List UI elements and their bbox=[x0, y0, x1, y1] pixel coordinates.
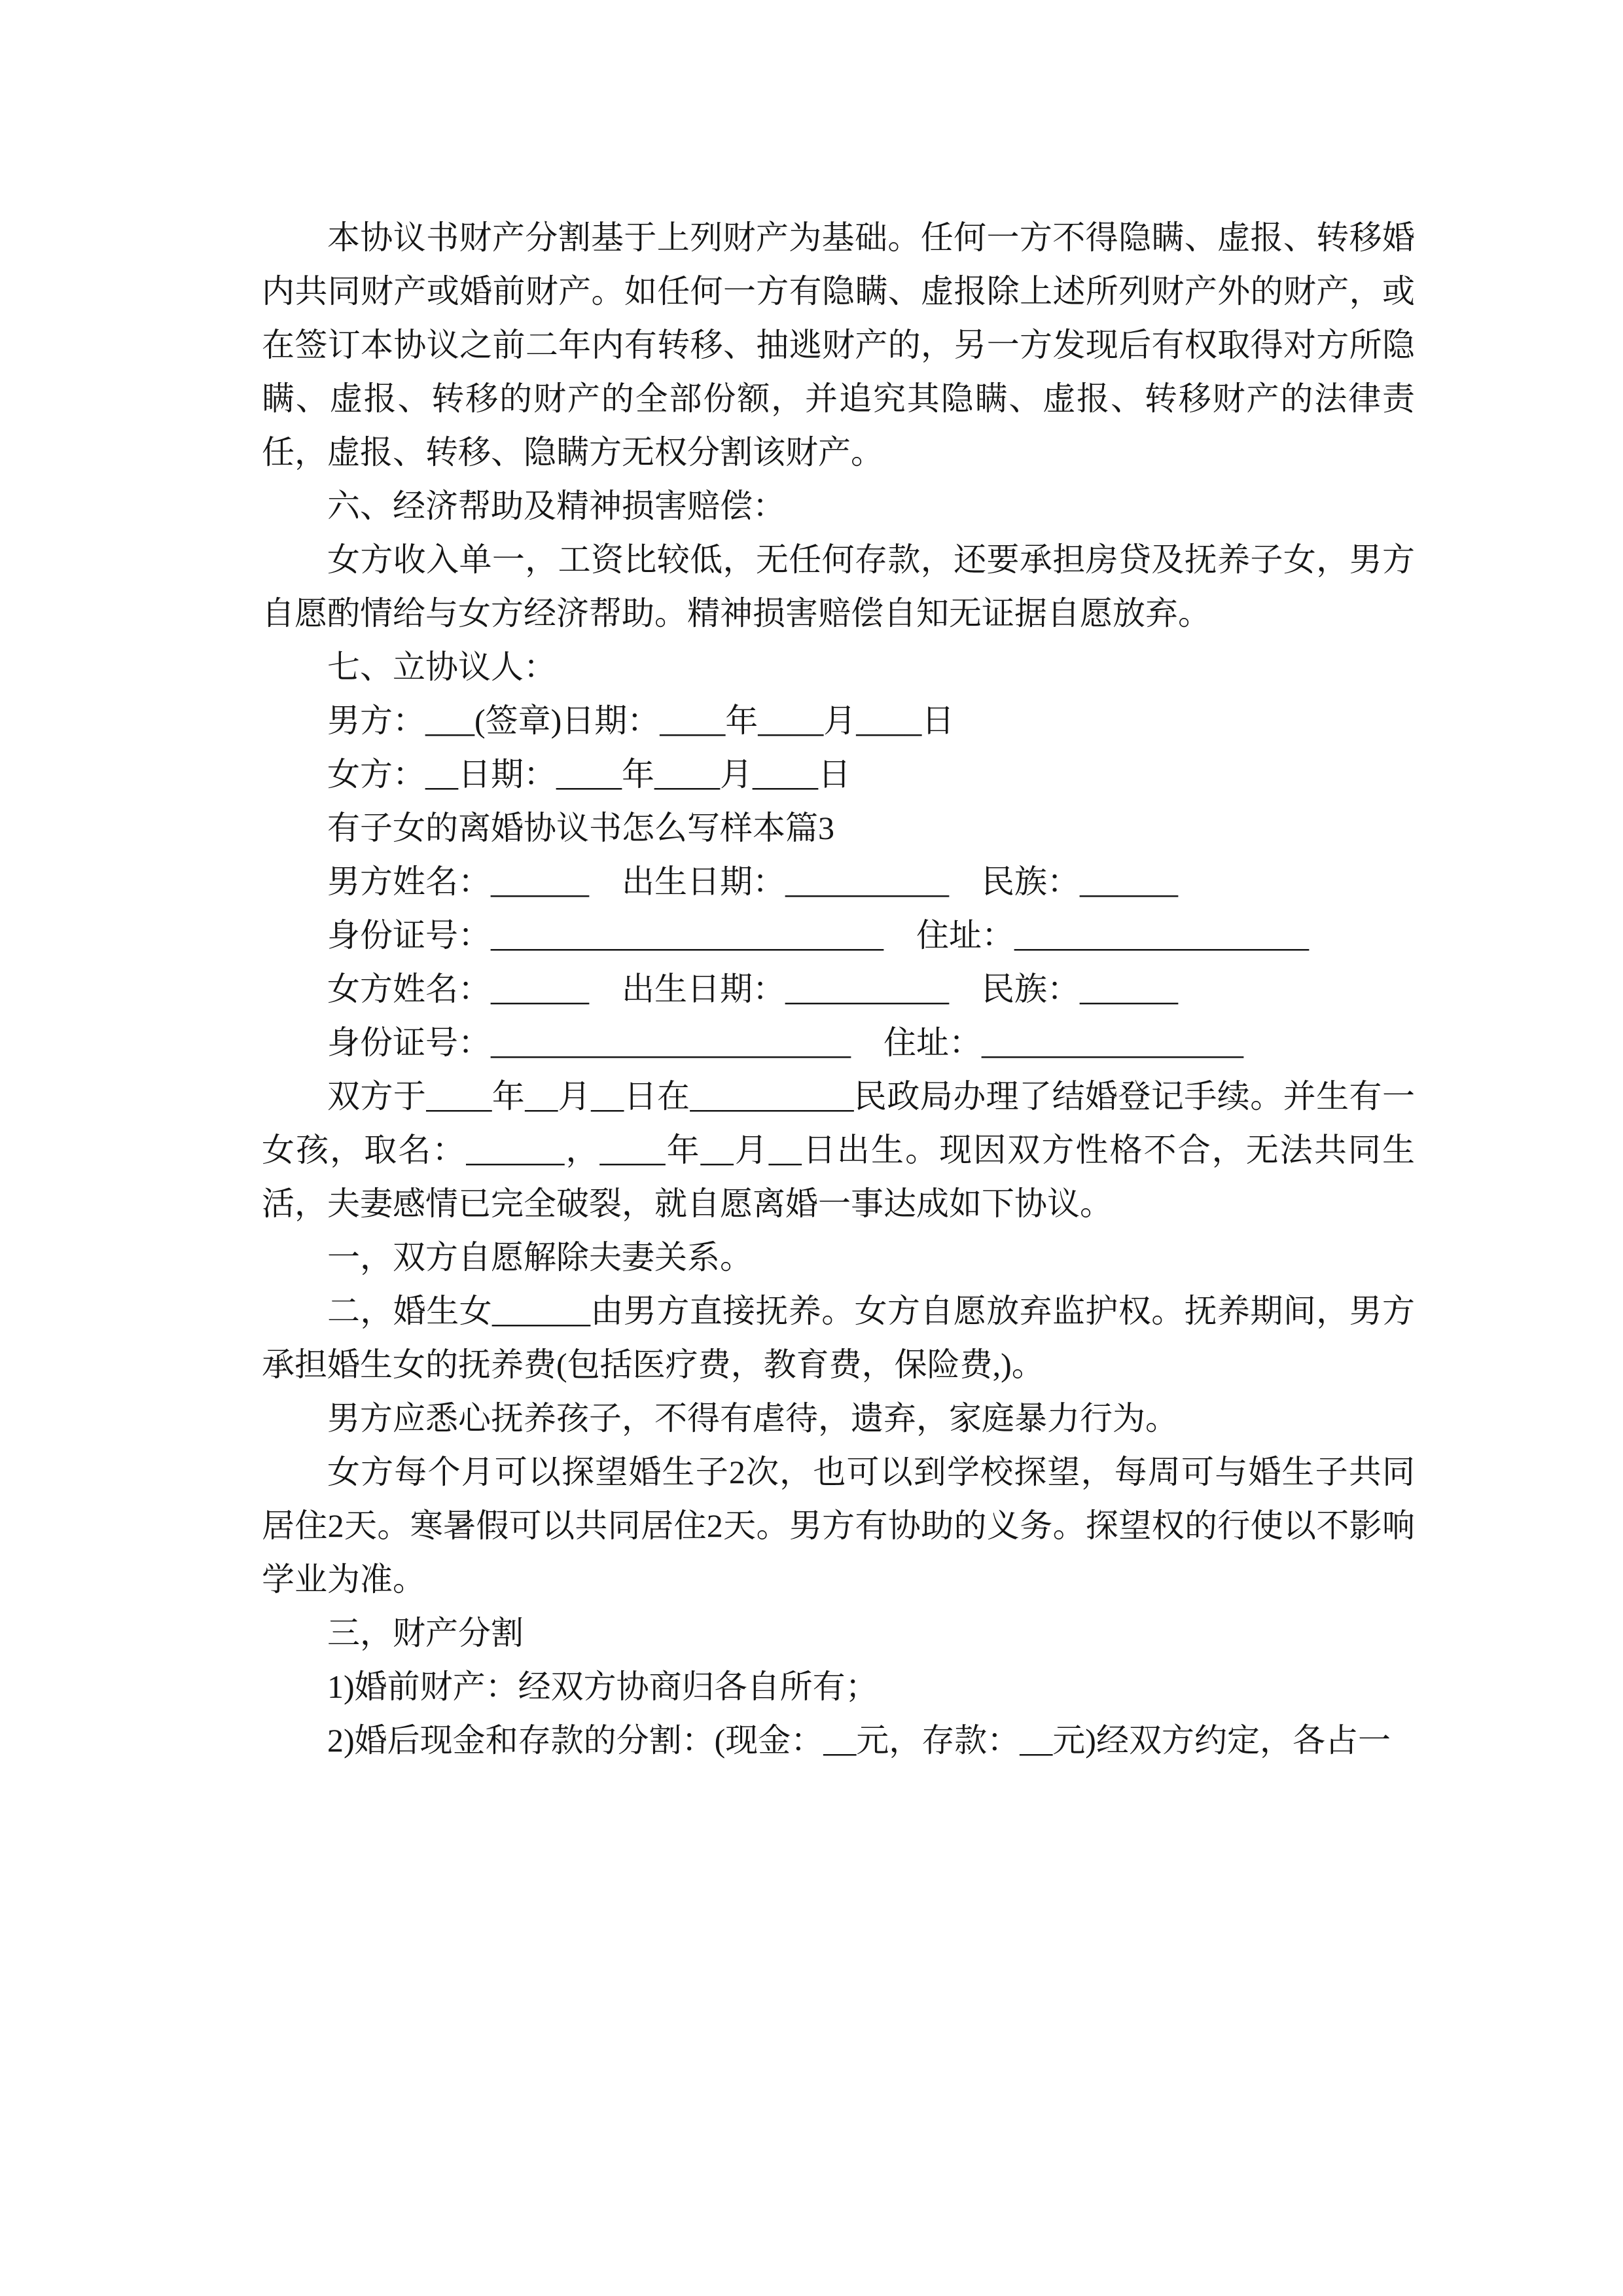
paragraph: 女方每个月可以探望婚生子2次，也可以到学校探望，每周可与婚生子共同居住2天。寒暑假可以共同居住2天。男方有协助的义务。探望权的行使以不影响学业为准。 bbox=[262, 1454, 1415, 1598]
paragraph: 本协议书财产分割基于上列财产为基础。任何一方不得隐瞒、虚报、转移婚内共同财产或婚前财产。如任何一方有隐瞒、虚报除上述所列财产外的财产，或在签订本协议之前二年内有转移、抽逃财产的，另一方发现后有权取得对方所隐瞒、虚报、转移的财产的全部份额，并追究其隐瞒、虚报、转移财产的法律责任，虚报、转移、隐瞒方无权分割该财产。 bbox=[262, 219, 1415, 471]
paragraph: 女方：__日期：____年____月____日 bbox=[327, 756, 851, 793]
paragraph: 女方姓名：______ 出生日期：__________ 民族：______ bbox=[327, 971, 1178, 1007]
paragraph: 三，财产分割 bbox=[327, 1615, 524, 1651]
paragraph: 二，婚生女______由男方直接抚养。女方自愿放弃监护权。抚养期间，男方承担婚生女的抚养费(包括医疗费，教育费，保险费,)。 bbox=[262, 1293, 1415, 1383]
paragraph: 2)婚后现金和存款的分割：(现金：__元，存款：__元)经双方约定，各占一 bbox=[327, 1722, 1391, 1759]
paragraph: 女方收入单一，工资比较低，无任何存款，还要承担房贷及抚养子女，男方自愿酌情给与女方经济帮助。精神损害赔偿自知无证据自愿放弃。 bbox=[262, 541, 1415, 632]
paragraph: 1)婚前财产：经双方协商归各自所有； bbox=[327, 1668, 878, 1705]
paragraph: 男方姓名：______ 出生日期：__________ 民族：______ bbox=[327, 863, 1178, 900]
paragraph: 七、立协议人： bbox=[327, 649, 556, 685]
paragraph: 身份证号：______________________ 住址：________________ bbox=[327, 1024, 1243, 1061]
paragraph: 男方应悉心抚养孩子，不得有虐待，遗弃，家庭暴力行为。 bbox=[327, 1400, 1178, 1437]
document-body bbox=[262, 211, 1415, 1767]
paragraph: 身份证号：________________________ 住址：__________________ bbox=[327, 917, 1309, 954]
paragraph: 男方：___(签章)日期：____年____月____日 bbox=[327, 702, 955, 739]
paragraph: 有子女的离婚协议书怎么写样本篇3 bbox=[327, 810, 834, 846]
paragraph: 六、经济帮助及精神损害赔偿： bbox=[327, 488, 785, 524]
paragraph: 双方于____年__月__日在__________民政局办理了结婚登记手续。并生有一女孩，取名：______，____年__月__日出生。现因双方性格不合，无法共同生活，夫妻感情已完全破裂，就自愿离婚一事达成如下协议。 bbox=[262, 1078, 1415, 1222]
paragraph: 一，双方自愿解除夫妻关系。 bbox=[327, 1239, 753, 1276]
